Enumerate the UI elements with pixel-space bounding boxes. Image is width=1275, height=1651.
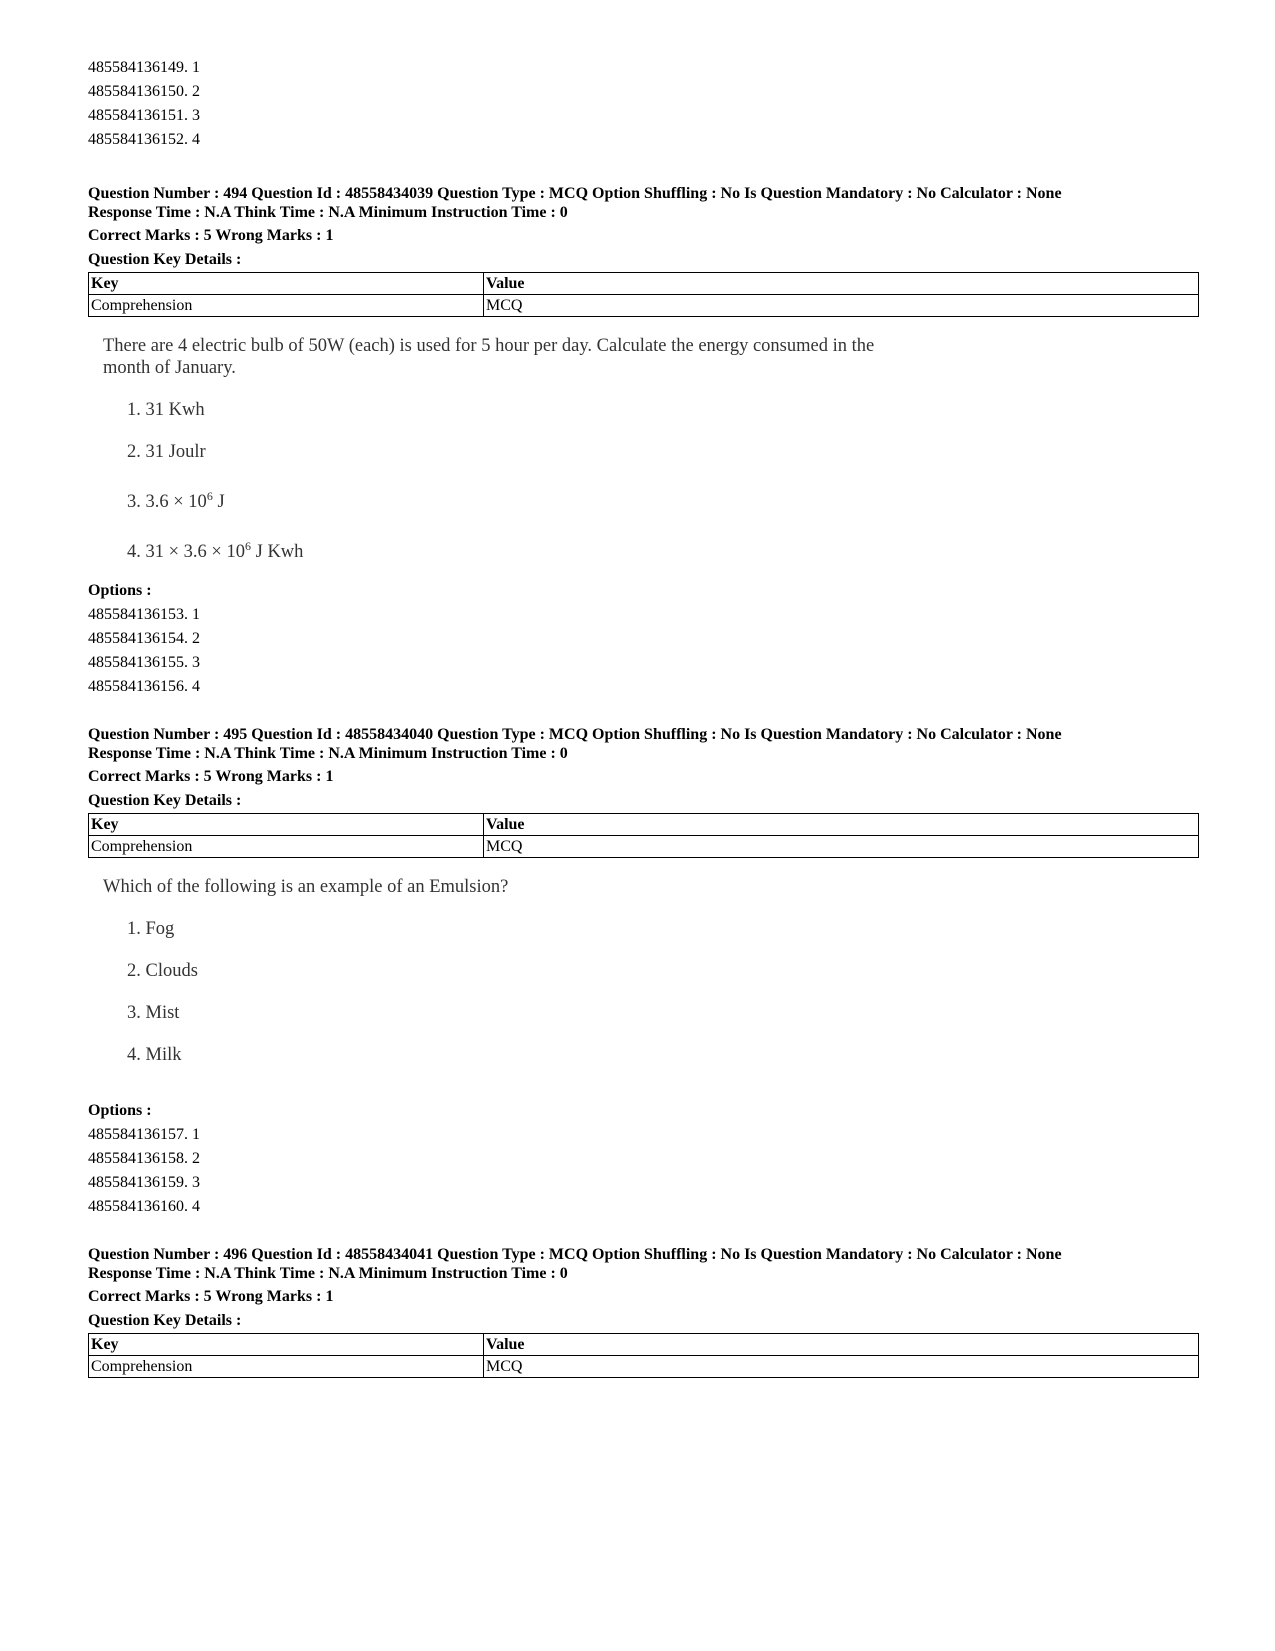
question-495 — [88, 725, 1199, 1066]
table-cell-key: Comprehension — [89, 295, 484, 317]
question-marks: Correct Marks : 5 Wrong Marks : 1 — [88, 227, 334, 244]
choice-3-exponent: 6 — [206, 489, 213, 503]
options-494 — [88, 579, 200, 699]
choice-1: 1. 31 Kwh — [127, 400, 205, 420]
choice-2: 2. Clouds — [127, 961, 198, 981]
question-496 — [88, 1245, 1199, 1378]
top-options-list — [88, 56, 200, 152]
question-body — [103, 876, 1199, 1066]
key-details-table — [88, 813, 1199, 858]
table-header-value: Value — [484, 814, 1199, 836]
question-key-details-label: Question Key Details : — [88, 1312, 242, 1329]
table-header-key: Key — [89, 1334, 484, 1356]
table-header-row — [89, 814, 1199, 836]
question-body — [103, 335, 1199, 563]
question-key-details-label: Question Key Details : — [88, 251, 242, 268]
options-label: Options : — [88, 1102, 152, 1119]
question-meta-line: Question Number : 494 Question Id : 48558434039 Question Type : MCQ Option Shuffling : No Is Question Mandatory : No Calculator : None — [88, 185, 1062, 202]
choice-4-base: 4. 31 × 3.6 × 10 — [127, 542, 245, 563]
question-stem: Which of the following is an example of an Emulsion? — [103, 877, 509, 897]
choice-1: 1. Fog — [127, 919, 175, 939]
question-marks: Correct Marks : 5 Wrong Marks : 1 — [88, 768, 334, 785]
question-marks: Correct Marks : 5 Wrong Marks : 1 — [88, 1288, 334, 1305]
question-494 — [88, 184, 1199, 563]
option-line: 485584136155. 3 — [88, 654, 200, 671]
question-timing-line: Response Time : N.A Think Time : N.A Minimum Instruction Time : 0 — [88, 204, 568, 221]
choice-4-unit: J Kwh — [251, 542, 304, 563]
option-line: 485584136160. 4 — [88, 1198, 200, 1215]
option-line: 485584136154. 2 — [88, 630, 200, 647]
question-stem: There are 4 electric bulb of 50W (each) is used for 5 hour per day. Calculate the energy consumed in the month of January. — [103, 336, 875, 378]
table-row — [89, 295, 1199, 317]
option-line: 485584136149. 1 — [88, 59, 200, 76]
table-row — [89, 1356, 1199, 1378]
choice-2: 2. 31 Joulr — [127, 442, 206, 462]
option-line: 485584136151. 3 — [88, 107, 200, 124]
option-line: 485584136157. 1 — [88, 1126, 200, 1143]
choice-4-exponent: 6 — [245, 539, 251, 554]
table-header-key: Key — [89, 814, 484, 836]
options-label: Options : — [88, 582, 152, 599]
choice-3-base: 3. 3.6 × 10 — [127, 492, 207, 513]
table-header-value: Value — [484, 273, 1199, 295]
table-cell-value: MCQ — [484, 295, 1199, 317]
table-cell-key: Comprehension — [89, 1356, 484, 1378]
table-cell-value: MCQ — [484, 1356, 1199, 1378]
option-line: 485584136159. 3 — [88, 1174, 200, 1191]
choice-4: 4. Milk — [127, 1045, 182, 1065]
table-header-value: Value — [484, 1334, 1199, 1356]
table-header-row — [89, 273, 1199, 295]
choice-3 — [127, 485, 1199, 513]
table-header-row — [89, 1334, 1199, 1356]
question-timing-line: Response Time : N.A Think Time : N.A Minimum Instruction Time : 0 — [88, 1265, 568, 1282]
question-key-details-label: Question Key Details : — [88, 792, 242, 809]
option-line: 485584136150. 2 — [88, 83, 200, 100]
options-495 — [88, 1099, 200, 1219]
question-timing-line: Response Time : N.A Think Time : N.A Minimum Instruction Time : 0 — [88, 745, 568, 762]
key-details-table — [88, 1333, 1199, 1378]
option-line: 485584136158. 2 — [88, 1150, 200, 1167]
question-meta-line: Question Number : 496 Question Id : 48558434041 Question Type : MCQ Option Shuffling : No Is Question Mandatory : No Calculator : None — [88, 1246, 1062, 1263]
choice-3-unit: J — [212, 492, 225, 513]
option-line: 485584136152. 4 — [88, 131, 200, 148]
key-details-table — [88, 272, 1199, 317]
choice-4 — [127, 535, 1199, 563]
option-line: 485584136153. 1 — [88, 606, 200, 623]
choice-3: 3. Mist — [127, 1003, 180, 1023]
table-header-key: Key — [89, 273, 484, 295]
table-cell-key: Comprehension — [89, 836, 484, 858]
option-line: 485584136156. 4 — [88, 678, 200, 695]
table-cell-value: MCQ — [484, 836, 1199, 858]
table-row — [89, 836, 1199, 858]
question-meta-line: Question Number : 495 Question Id : 48558434040 Question Type : MCQ Option Shuffling : No Is Question Mandatory : No Calculator : None — [88, 726, 1062, 743]
